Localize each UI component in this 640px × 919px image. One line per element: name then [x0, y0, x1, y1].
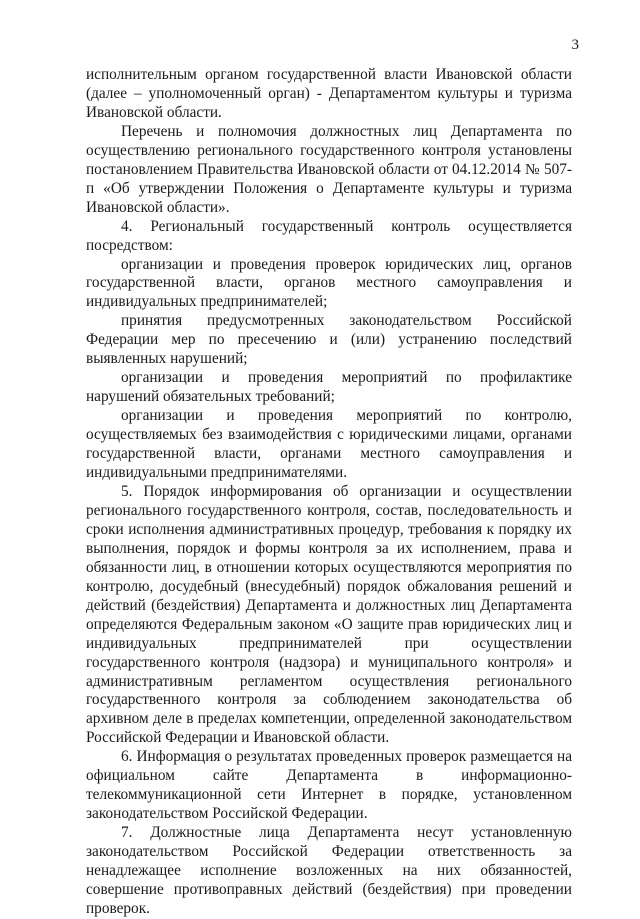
list-item-inspections: организации и проведения проверок юридических лиц, органов государственной власти, органов местного самоуправления и индивидуальных предпринимателей;: [86, 255, 572, 311]
document-body: [86, 66, 572, 919]
list-item-control-events: организации и проведения мероприятий по контролю, осуществляемых без взаимодействия с юридическими лицами, органами государственной власти, органами местного самоуправления и индивидуальными предпринимателями.: [86, 407, 572, 482]
list-item-measures: принятия предусмотренных законодательством Российской Федерации мер по пресечению и (или) устранению последствий выявленных нарушений;: [86, 312, 572, 368]
paragraph-officials-list: Перечень и полномочия должностных лиц Департамента по осуществлению регионального государственного контроля установлены постановлением Правительства Ивановской области от 04.12.2014 № 507-п «Об утверждении Положения о Департаменте культуры и туризма Ивановской области».: [86, 122, 572, 216]
paragraph-continuation: исполнительным органом государственной власти Ивановской области (далее – уполномоченный орган) - Департаментом культуры и туризма Ивановской области.: [86, 66, 572, 121]
page-number: 3: [571, 37, 579, 53]
paragraph-item-7: 7. Должностные лица Департамента несут установленную законодательством Российской Федерации ответственность за ненадлежащее исполнение возложенных на них обязанностей, совершение противоправных действий (бездействия) при проведении проверок.: [86, 824, 572, 917]
paragraph-item-6: 6. Информация о результатах проведенных проверок размещается на официальном сайте Департамента в информационно-телекоммуникационной сети Интернет в порядке, установленном законодательством Российской Федерации.: [86, 748, 572, 823]
paragraph-item-4: 4. Региональный государственный контроль осуществляется посредством:: [86, 217, 572, 254]
paragraph-item-5: 5. Порядок информирования об организации и осуществлении регионального государственного контроля, состав, последовательность и сроки исполнения административных процедур, требования к порядку их выполнения, порядок и формы контроля за их исполнением, права и обязанности лиц, в отношении которых осуществляются мероприятия по контролю, досудебный (внесудебный) порядок обжалования решений и действий (бездействия) Департамента и должностных лиц Департамента определяются Федеральным законом «О защите прав юридических лиц и индивидуальных предпринимателей при осуществлении государственного контроля (надзора) и муниципального контроля» и административным регламентом осуществления регионального государственного контроля за соблюдением законодательства об архивном деле в пределах компетенции, определенной законодательством Российской Федерации и Ивановской области.: [86, 482, 572, 747]
list-item-prevention: организации и проведения мероприятий по профилактике нарушений обязательных требований;: [86, 369, 572, 406]
